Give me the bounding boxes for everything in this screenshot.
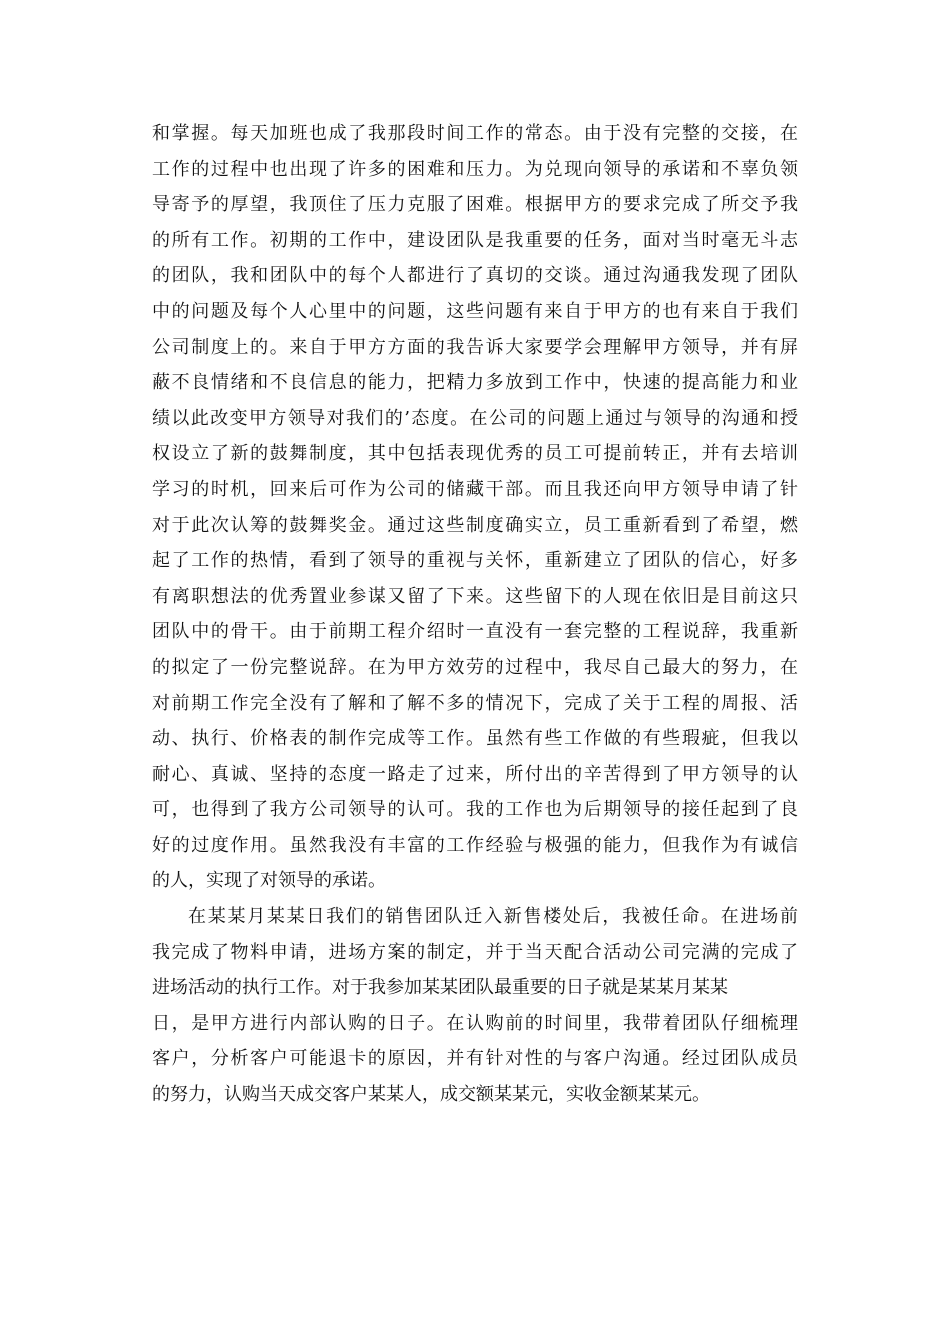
text-line: 日，是甲方进行内部认购的日子。在认购前的时间里，我带着团队仔细梳理 — [152, 1012, 798, 1034]
text-line: 绩以此改变甲方领导对我们的’态度。在公司的问题上通过与领导的沟通和授 — [152, 407, 798, 429]
text-line: 耐心、真诚、坚持的态度一路走了过来，所付出的辛苦得到了甲方领导的认 — [152, 763, 798, 785]
text-line: 和掌握。每天加班也成了我那段时间工作的常态。由于没有完整的交接，在 — [152, 123, 798, 144]
text-line: 动、执行、价格表的制作完成等工作。虽然有些工作做的有些瑕疵，但我以 — [152, 728, 798, 750]
document-body — [152, 116, 798, 1113]
text-line: 我完成了物料申请，进场方案的制定，并于当天配合活动公司完满的完成了 — [152, 941, 798, 963]
text-line: 好的过度作用。虽然我没有丰富的工作经验与极强的能力，但我作为有诚信 — [152, 834, 798, 856]
text-line: 权设立了新的鼓舞制度，其中包括表现优秀的员工可提前转正，并有去培训 — [152, 443, 798, 465]
text-line: 对前期工作完全没有了解和了解不多的情况下，完成了关于工程的周报、活 — [152, 692, 798, 714]
text-line: 导寄予的厚望，我顶住了压力克服了困难。根据甲方的要求完成了所交予我 — [152, 194, 798, 216]
text-line: 可，也得到了我方公司领导的认可。我的工作也为后期领导的接任起到了良 — [152, 799, 798, 821]
text-line: 在某某月某某日我们的销售团队迁入新售楼处后，我被任命。在进场前 — [188, 906, 798, 928]
text-line: 蔽不良情绪和不良信息的能力，把精力多放到工作中，快速的提高能力和业 — [152, 372, 798, 394]
text-line: 的所有工作。初期的工作中，建设团队是我重要的任务，面对当时毫无斗志 — [152, 229, 798, 251]
text-line: 的拟定了一份完整说辞。在为甲方效劳的过程中，我尽自己最大的努力，在 — [152, 656, 798, 678]
text-line: 学习的时机，回来后可作为公司的储藏干部。而且我还向甲方领导申请了针 — [152, 478, 798, 500]
text-line: 的努力，认购当天成交客户某某人，成交额某某元，实收金额某某元。 — [152, 1084, 710, 1106]
paragraph — [152, 116, 798, 899]
text-line: 的团队，我和团队中的每个人都进行了真切的交谈。通过沟通我发现了团队 — [152, 265, 798, 287]
text-line: 对于此次认筹的鼓舞奖金。通过这些制度确实立，员工重新看到了希望，燃 — [152, 514, 798, 536]
text-line: 团队中的骨干。由于前期工程介绍时一直没有一套完整的工程说辞，我重新 — [152, 621, 798, 643]
text-line: 公司制度上的。来自于甲方方面的我告诉大家要学会理解甲方领导，并有屏 — [152, 336, 798, 358]
text-line: 有离职想法的优秀置业参谋又留了下来。这些留下的人现在依旧是目前这只 — [152, 585, 798, 607]
text-line: 进场活动的执行工作。对于我参加某某团队最重要的日子就是某某月某某 — [152, 977, 728, 999]
paragraph — [152, 899, 798, 1113]
text-line: 客户，分析客户可能退卡的原因，并有针对性的与客户沟通。经过团队成员 — [152, 1048, 798, 1070]
text-line: 的人，实现了对领导的承诺。 — [152, 870, 386, 892]
text-line: 起了工作的热情，看到了领导的重视与关怀，重新建立了团队的信心，好多 — [152, 550, 798, 572]
text-line: 中的问题及每个人心里中的问题，这些问题有来自于甲方的也有来自于我们 — [152, 300, 798, 322]
text-line: 工作的过程中也出现了许多的困难和压力。为兑现向领导的承诺和不辜负领 — [152, 158, 798, 180]
